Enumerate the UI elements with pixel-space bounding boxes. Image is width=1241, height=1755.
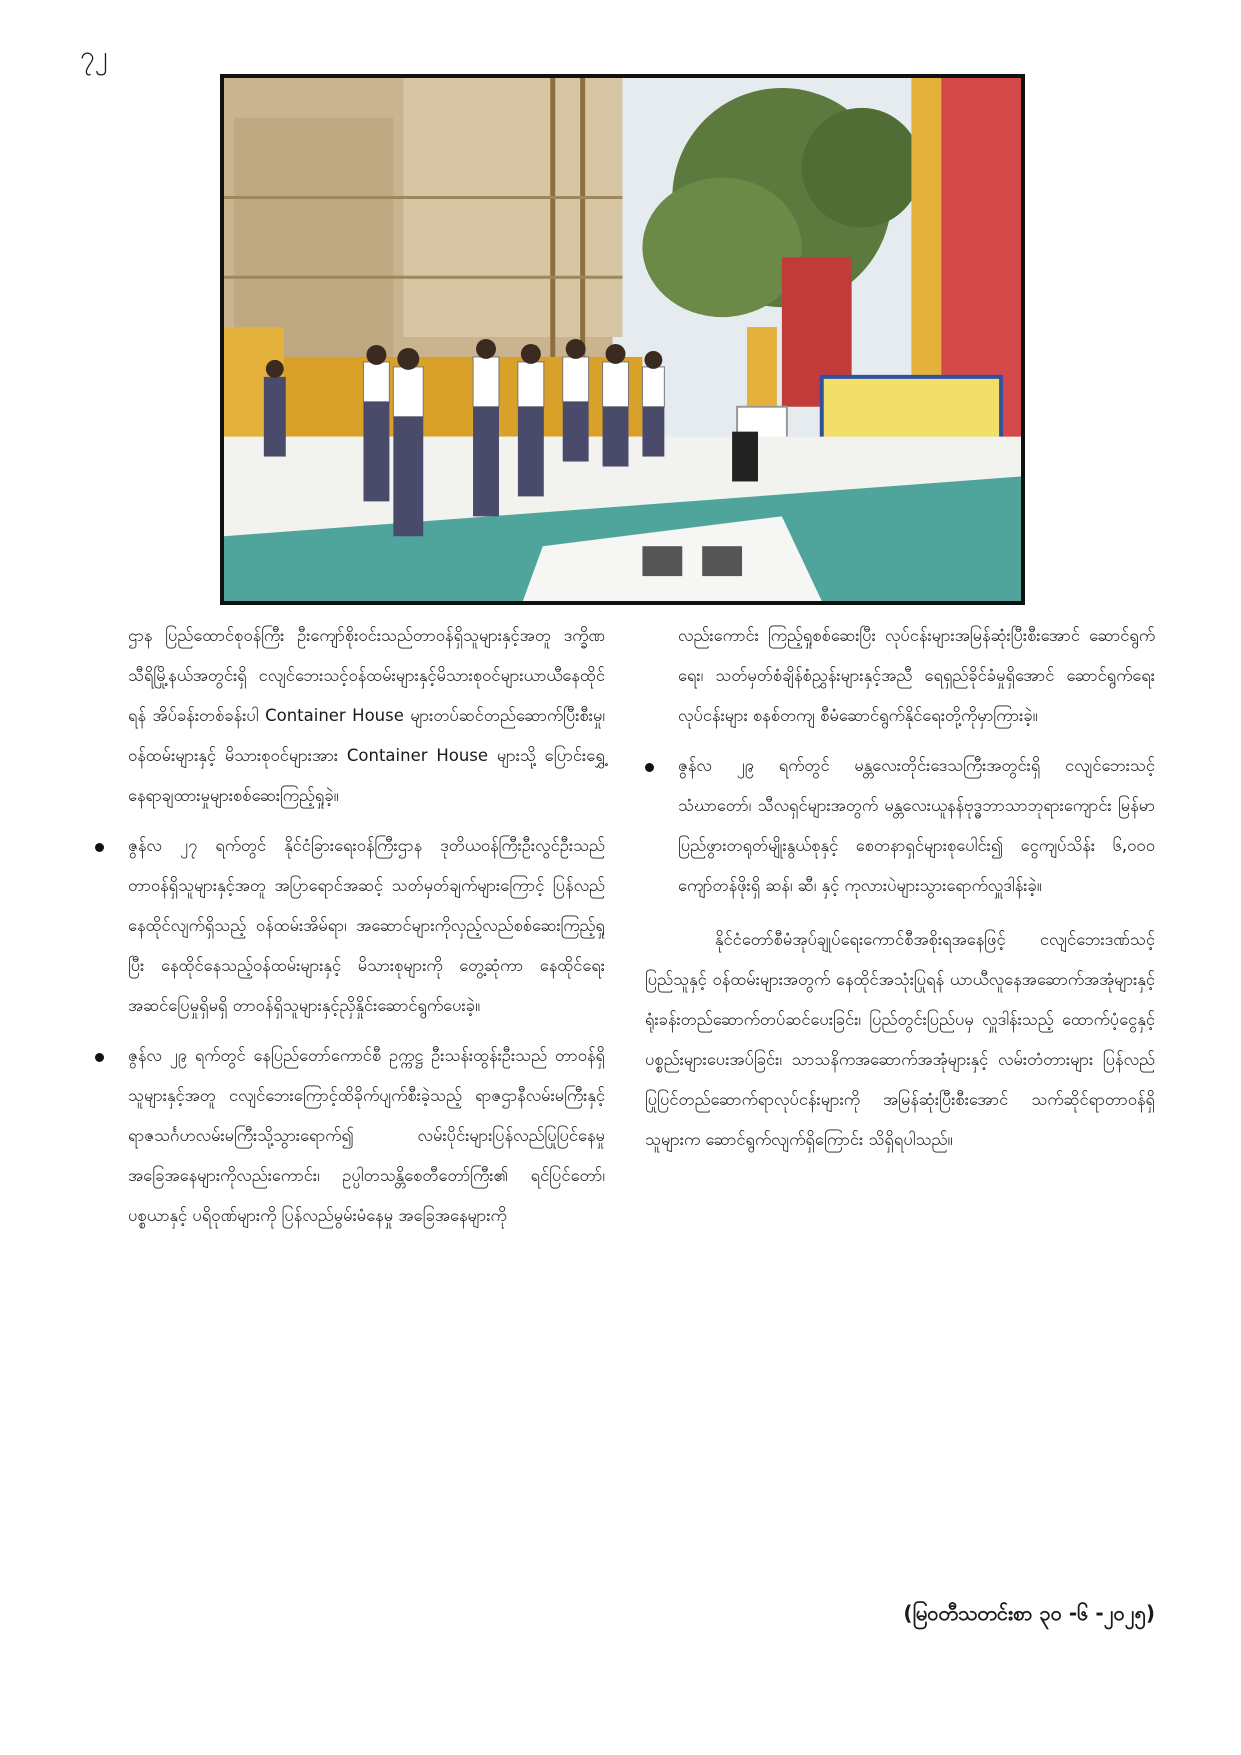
right-column (645, 616, 1155, 1160)
left-paragraph-1: ဌာန ပြည်ထောင်စုဝန်ကြီး ဦးကျော်စိုးဝင်းသည်တာဝန်ရှိသူများနှင့်အတူ ဒက္ခိဏသီရိမြို့နယ်အတွင်းရှိ ငလျင်ဘေးသင့်ဝန်ထမ်းများနှင့်မိသားစုဝင်များယာယီနေထိုင်ရန် အိပ်ခန်းတစ်ခန်းပါ Container House များတပ်ဆင်တည်ဆောက်ပြီးစီးမှု၊ ဝန်ထမ်းများနှင့် မိသားစုဝင်များအား Container House များသို့ ပြောင်းရွှေ့နေရာချထားမှုများစစ်ဆေးကြည့်ရှုခဲ့။ (128, 626, 605, 805)
left-bullet-item-2 (95, 1036, 605, 1236)
bullet-icon (645, 763, 654, 772)
source-citation: (မြဝတီသတင်းစာ ၃၀ -၆ -၂၀၂၅) (903, 1601, 1155, 1625)
right-paragraph-2: နိုင်ငံတော်စီမံအုပ်ချုပ်ရေးကောင်စီအစိုးရအနေဖြင့် ငလျင်ဘေးဒဏ်သင့် ပြည်သူနှင့် ဝန်ထမ်းများအတွက် နေထိုင်အသုံးပြုရန် ယာယီလူနေအဆောက်အအုံများနှင့် ရုံးခန်းတည်ဆောက်တပ်ဆင်ပေးခြင်း၊ ပြည်တွင်းပြည်ပမှ လှူဒါန်းသည့် ထောက်ပံ့ငွေနှင့် ပစ္စည်းများပေးအပ်ခြင်း၊ သာသနိကအဆောက်အအုံများနှင့် လမ်းတံတားများ ပြန်လည်ပြုပြင်တည်ဆောက်ရာလုပ်ငန်းများကို အမြန်ဆုံးပြီးစီးအောင် သက်ဆိုင်ရာတာဝန်ရှိသူများက ဆောင်ရွက်လျက်ရှိကြောင်း သိရှိရပါသည်။ (645, 930, 1155, 1149)
news-photo (220, 74, 1025, 605)
right-paragraph-1: လည်းကောင်း ကြည့်ရှုစစ်ဆေးပြီး လုပ်ငန်းများအမြန်ဆုံးပြီးစီးအောင် ဆောင်ရွက်ရေး၊ သတ်မှတ်စံချိန်စံညွှန်းများနှင့်အညီ ရေရှည်ခိုင်ခံမှုရှိအောင် ဆောင်ရွက်ရေးလုပ်ငန်းများ စနစ်တကျ စီမံဆောင်ရွက်နိုင်ရေးတို့ကိုမှာကြားခဲ့။ (678, 626, 1155, 725)
left-bullet-text-2: ဇွန်လ ၂၉ ရက်တွင် နေပြည်တော်ကောင်စီ ဥက္ကဋ္ဌ ဦးသန်းထွန်းဦးသည် တာဝန်ရှိသူများနှင့်အတူ ငလျင်ဘေးကြောင့်ထိခိုက်ပျက်စီးခဲ့သည့် ရာဇဌာနီလမ်းမကြီးနှင့် ရာဇသင်္ဂဟလမ်းမကြီးသို့သွားရောက်၍ လမ်းပိုင်းများပြန်လည်ပြုပြင်နေမှုအခြေအနေများကိုလည်းကောင်း၊ ဥပ္ပါတသန္တိစေတီတော်ကြီး၏ ရင်ပြင်တော်၊ ပစ္စယာနှင့် ပရိဝုဏ်များကို ပြန်လည်မွမ်းမံနေမှု အခြေအနေများကို (128, 1046, 605, 1225)
left-column (95, 616, 605, 1236)
page-number: ၇၂ (80, 41, 108, 71)
bullet-icon (95, 1053, 104, 1062)
bullet-icon (95, 843, 104, 852)
left-bullet-item-1 (95, 826, 605, 1026)
right-bullet-item-1 (645, 746, 1155, 906)
right-bullet-text-1: ဇွန်လ ၂၉ ရက်တွင် မန္တလေးတိုင်းဒေသကြီးအတွင်းရှိ ငလျင်ဘေးသင့် သံဃာတော်၊ သီလရှင်များအတွက် မန္တလေးယူနန်ဗုဒ္ဓဘာသာဘုရားကျောင်း မြန်မာပြည်ဖွားတရုတ်မျိုးနွယ်စုနှင့် စေတနာရှင်များစုပေါင်း၍ ငွေကျပ်သိန်း ၆,၀၀၀ ကျော်တန်ဖိုးရှိ ဆန်၊ ဆီ၊ နှင့် ကုလားပဲများသွားရောက်လှူဒါန်းခဲ့။ (678, 756, 1155, 895)
left-bullet-text-1: ဇွန်လ ၂၇ ရက်တွင် နိုင်ငံခြားရေးဝန်ကြီးဌာန ဒုတိယဝန်ကြီးဦးလွင်ဦးသည် တာဝန်ရှိသူများနှင့်အတူ အပြာရောင်အဆင့် သတ်မှတ်ချက်များကြောင့် ပြန်လည်နေထိုင်လျက်ရှိသည့် ဝန်ထမ်းအိမ်ရာ၊ အဆောင်များကိုလှည့်လည်စစ်ဆေးကြည့်ရှုပြီး နေထိုင်နေသည့်ဝန်ထမ်းများနှင့် မိသားစုများကို တွေ့ဆုံကာ နေထိုင်ရေးအဆင်ပြေမှုရှိမရှိ တာဝန်ရှိသူများနှင့်ညှိနှိုင်းဆောင်ရွက်ပေးခဲ့။ (128, 836, 605, 1015)
photo-illustration (224, 78, 1021, 601)
